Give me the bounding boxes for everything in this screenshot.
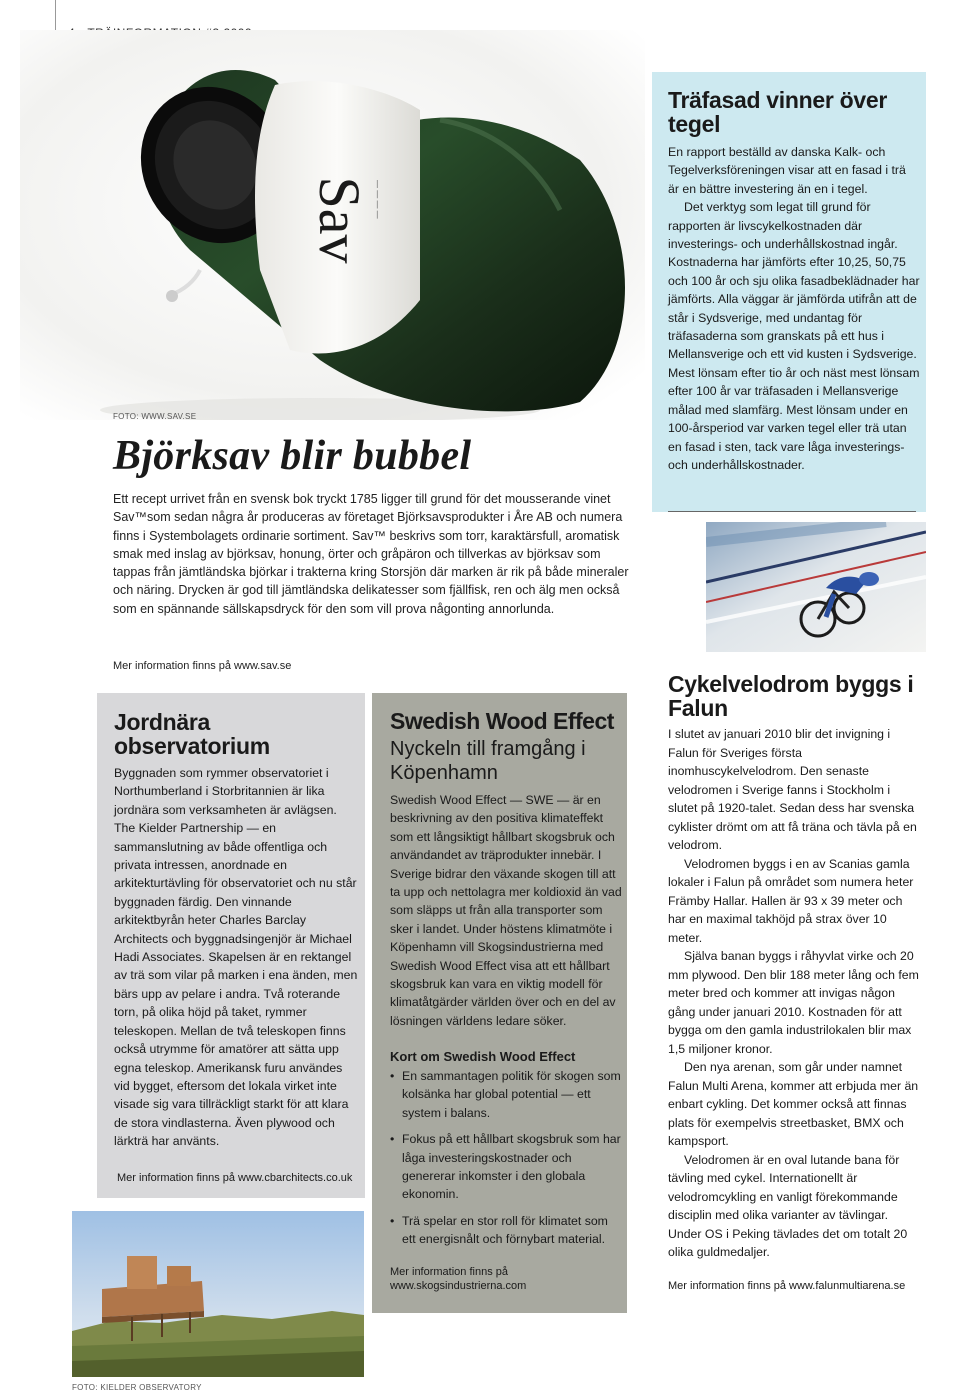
main-article-more-link[interactable]: Mer information finns på www.sav.se: [113, 660, 292, 672]
wood-effect-title: Swedish Wood Effect: [390, 708, 614, 734]
facade-paragraph: Det verktyg som legat till grund för rapporten är livscykelkostnaden där investerings- och underhållskostnad ingår. Kostnaderna har jämförts efter 10,25, 50,75 och 100 år och sju olika fasadbeklädnader har jämförts. Alla väggar är jämförda utifrån att de står i Sydsverige, med undantag för träfasaderna som granskats på ett hus i Mellansverige och ett vid kusten i Sydsverige. Mest lönsam efter tio år och näst mest lönsam efter 100 år var träfasaden i Mellansverige målad med slamfärg. Mest lönsam under en 100-årsperiod var varken tegel eller trä utan en fasad i sten, tack vare låga investerings- och underhållskostnader.: [668, 200, 920, 472]
wood-effect-subtitle: Nyckeln till framgång i Köpenhamn: [390, 738, 586, 784]
wood-effect-summary-heading: Kort om Swedish Wood Effect: [390, 1049, 576, 1064]
wood-effect-more-link[interactable]: [390, 1265, 590, 1293]
wood-effect-bullets: [390, 1067, 622, 1257]
observatory-title: Jordnära observatorium: [114, 709, 270, 759]
main-article-body: Ett recept urrivet från en svensk bok tryckt 1785 ligger till grund för det mousserande vinet Sav™som sedan några år produceras av företaget Björksavsprodukter i Åre AB och numera finns i Systembolagets ordinarie sortiment. Sav™ beskrivs som torr, karaktärsfull, aromatisk smak med inslag av björksav, honung, örter och gråpäron och tillverkas av björksav som tappas från jämtländska björkar i trakterna kring Storsjön där marken är rik på både mineraler och näring. Drycken är god till jämtländska delikatesser som fjällfisk, ren och älg men också som en spännande sällskapsdryck för den som vill prova någonting annorlunda.: [113, 492, 629, 616]
velodrome-paragraph: Velodromen byggs i en av Scanias gamla lokaler i Falun på området som numera heter Främby Hallar. Hallen är 93 x 39 meter och har en maximal takhöjd på strax över 10 meter.: [668, 856, 914, 945]
list-item: • Fokus på ett hållbart skogsbruk som har låga investeringskostnader och genererar inkomster i den globala ekonomin.: [390, 1130, 622, 1204]
observatory-photo: [72, 1211, 364, 1392]
svg-text:— — — —: — — — —: [373, 180, 382, 219]
observatory-more-link[interactable]: Mer information finns på www.cbarchitects.co.uk: [117, 1172, 353, 1184]
velodrome-more-link[interactable]: Mer information finns på www.falunmultiarena.se: [668, 1280, 906, 1292]
facade-paragraph: En rapport beställd av danska Kalk- och Tegelverksföreningen visar att en fasad i trä är en bättre investering än en i tegel.: [668, 145, 906, 196]
wood-effect-body: Swedish Wood Effect — SWE — är en beskrivning av den positiva klimateffekt som ett långsiktigt hållbart skogsbruk och användandet av träprodukter innebär. I Sverige bidrar den växande skogen till att ta upp och nettolagra mer koldioxid än vad som släpps ut från alla transporter som sker i landet. Under höstens klimatmöte i Köpenhamn vill Skogsindustrierna med Swedish Wood Effect visa att ett hållbart skogsbruk kan vara en viktig modell för klimatåtgärder världen över och en del av lösningen världens ledare söker.: [390, 793, 622, 1028]
facade-title: Träfasad vinner över tegel: [668, 87, 887, 137]
velodrome-paragraph: Själva banan byggs i råhyvlat virke och 20 mm plywood. Den blir 188 meter lång och fem meter bred och kommer att invigas någon gång under januari 2010. Kostnaden för att bygga om den gamla industrilokalen blir max 1,5 miljoner kronor.: [668, 949, 919, 1056]
bottle-photo: [20, 30, 645, 420]
main-article-title: Björksav blir bubbel: [113, 433, 472, 479]
list-item: • En sammantagen politik för skogen som kolsänka har global potential — ett system i balans.: [390, 1067, 622, 1122]
observatory-photo-credit: FOTO: KIELDER OBSERVATORY: [72, 1383, 202, 1392]
cyclist-photo: [706, 522, 926, 652]
velodrome-paragraph: I slutet av januari 2010 blir det invigning i Falun för Sveriges första inomhuscykelvelodrom. Den senaste velodromen i Sverige fanns i Stockholm i slutet på 1920-talet. Sedan dess har svenska cyklister drömt om att få träna och tävla på en velodrom.: [668, 727, 917, 852]
wood-effect-more-line: Mer information finns på: [390, 1266, 508, 1278]
velodrome-paragraph: Velodromen är en oval lutande bana för tävling med cykel. Internationellt är velodromcykling en vanligt förekommande disciplin med olika varianter av tävlingar. Under OS i Peking tävlades det om totalt 20 olika guldmedaljer.: [668, 1152, 908, 1259]
bottle-photo-credit: FOTO: WWW.SAV.SE: [113, 412, 197, 421]
bottle-label-text: Sav: [307, 176, 372, 264]
facade-body: [668, 143, 920, 474]
velodrome-title: Cykelvelodrom byggs i Falun: [668, 671, 914, 721]
velodrome-body: [668, 725, 920, 1262]
velodrome-paragraph: Den nya arenan, som går under namnet Falun Multi Arena, kommer att erbjuda mer än enbart cykling. Det kommer också att finnas plats för exempelvis streetbasket, BMX och kampsport.: [668, 1060, 919, 1148]
observatory-body: Byggnaden som rymmer observatoriet i Northumberland i Storbritannien är lika jordnära som verksamheten är avlägsen. The Kielder Partnership — en sammanslutning av både offentliga och privata intressen, anordnade en arkitekturtävling för observatoriet och nu står byggnaden färdig. Den vinnande arkitektbyrån heter Charles Barclay Architects och byggnadsingenjör är Michael Hadi Associates. Skapelsen är en rektangel av trä som vilar på marken i ena änden, men bärs upp av pelare i andra. Två roterande torn, på olika höjd på taket, rymmer teleskopen. Mellan de två teleskopen finns också utrymme för amatörer att sätta upp egna teleskop. Amerikansk furu användes vid bygget, eftersom det lokala virket inte visade sig vara tillräckligt starkt för att klara de stora vindlasterna. Även plywood och lärkträ har använts.: [114, 766, 358, 1149]
list-item: • Trä spelar en stor roll för klimatet som ett energisnålt och förnybart material.: [390, 1212, 622, 1249]
wood-effect-more-url[interactable]: www.skogsindustrierna.com: [390, 1280, 527, 1292]
facade-divider: [668, 511, 916, 512]
